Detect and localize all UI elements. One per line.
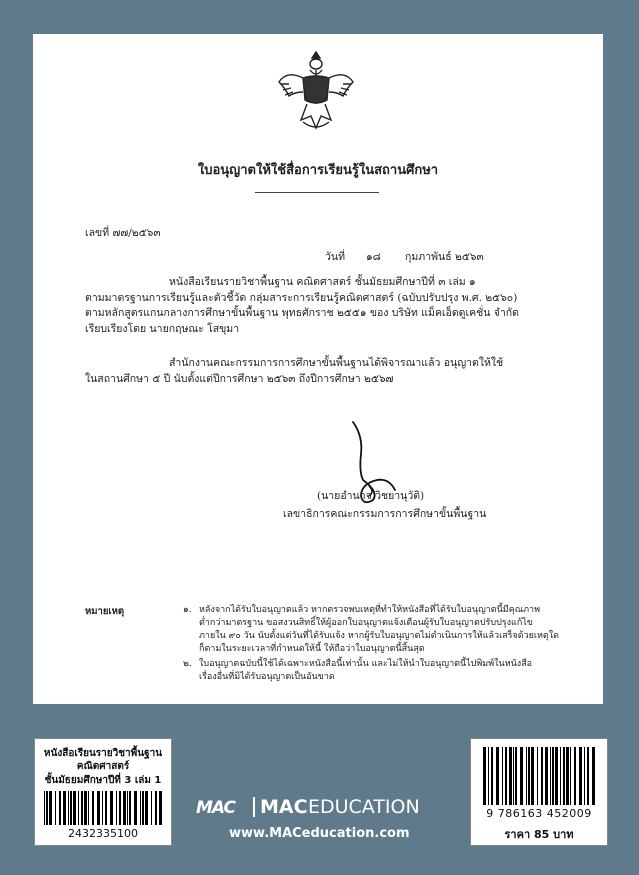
note-item [183, 658, 532, 684]
barcode-bar [526, 747, 527, 805]
barcode-bar [555, 747, 558, 805]
date-label: วันที่ [325, 251, 345, 263]
note-line: เรื่องอื่นที่มิได้รับอนุญาตเป็นอันขาด [199, 672, 335, 682]
barcode-bar [140, 791, 141, 825]
barcode-bar [119, 791, 121, 825]
note-line: ใบอนุญาตฉบับนี้ใช้ได้เฉพาะหนังสือนี้เท่านั้น และไม่ให้นำใบอนุญาตนี้ไปพิมพ์ในหนังสือ [199, 659, 533, 669]
brand-name-bold: MAC [260, 796, 308, 818]
label-course: คณิตศาสตร์ [76, 761, 130, 772]
title-divider [255, 192, 379, 193]
product-barcode [44, 791, 162, 825]
barcode-bar [566, 747, 569, 805]
paragraph-2 [85, 356, 503, 387]
barcode-bar [81, 791, 83, 825]
note-line: ก็ตามในระยะเวลาที่กำหนดให้นี้ ให้ถือว่าใบอนุญาตนี้สิ้นสุด [199, 644, 425, 654]
label-level: ชั้นมัธยมศึกษาปีที่ 3 เล่ม 1 [44, 775, 162, 786]
note-line: ต่ำกว่ามาตรฐาน ขอสงวนสิทธิ์ให้ผู้ออกใบอนุญาตแจ้งเตือนผู้รับใบอนุญาตปรับปรุงแก้ไข [199, 618, 533, 628]
product-code: 2432335100 [68, 827, 138, 840]
publisher-url[interactable]: www.MACeducation.com [229, 826, 410, 841]
price-text: ราคา 85 บาท [504, 828, 574, 841]
barcode-bar [560, 747, 561, 805]
barcode-bar [496, 747, 499, 805]
barcode-bar [123, 791, 126, 825]
barcode-bar [110, 791, 113, 825]
barcode-bar [531, 747, 534, 805]
signer-title: เลขาธิการคณะกรรมการการศึกษาขั้นพื้นฐาน [283, 508, 487, 520]
barcode-bar [159, 791, 162, 825]
barcode-bar [55, 791, 56, 825]
paragraph-1 [85, 275, 519, 337]
paragraph-1-line: หนังสือเรียนรายวิชาพื้นฐาน คณิตศาสตร์ ชั้นมัธยมศึกษาปีที่ ๓ เล่ม ๑ [169, 276, 476, 288]
isbn-barcode [483, 747, 595, 805]
barcode-bar [155, 791, 157, 825]
barcode-bar [88, 791, 89, 825]
paragraph-2-line: ในสถานศึกษา ๕ ปี นับตั้งแต่ปีการศึกษา ๒๕๖๓ ถึงปีการศึกษา ๒๕๖๗ [85, 372, 394, 385]
barcode-bar [68, 791, 69, 825]
barcode-bar [84, 791, 87, 825]
barcode-bar [102, 791, 103, 825]
brand-name-rest: EDUCATION [308, 796, 420, 818]
note-line: ภายใน ๙๐ วัน นับตั้งแต่วันที่ได้รับแจ้ง หากผู้รับใบอนุญาตไม่ดำเนินการให้แล้วเสร็จด้วยเหตุใด [199, 631, 560, 641]
barcode-bar [78, 791, 79, 825]
date-month-year: กุมภาพันธ์ ๒๕๖๓ [405, 251, 484, 263]
barcode-bar [151, 791, 152, 825]
barcode-bar [509, 747, 512, 805]
barcode-bar [92, 791, 94, 825]
barcode-bar [116, 791, 117, 825]
note-number: ๑. [183, 605, 192, 615]
barcode-bar [541, 747, 543, 805]
barcode-bar [127, 791, 128, 825]
barcode-bar [574, 747, 576, 805]
barcode-bar [515, 747, 517, 805]
note-item [183, 604, 559, 656]
barcode-bar [129, 791, 131, 825]
barcode-bar [46, 791, 48, 825]
barcode-bar [105, 791, 107, 825]
mac-logo-mark: MAC [196, 798, 236, 818]
license-number: เลขที่ ๗๗/๒๕๖๓ [85, 227, 161, 239]
barcode-bar [483, 747, 486, 805]
document-title: ใบอนุญาตให้ใช้สื่อการเรียนรู้ในสถานศึกษา [197, 163, 439, 178]
barcode-bar [513, 747, 514, 805]
paragraph-1-line: ตามหลักสูตรแกนกลางการศึกษาขั้นพื้นฐาน พุทธศักราช ๒๕๕๑ ของ บริษัท แม็คเอ็ดดูเคชั่น จำกัด [85, 307, 519, 319]
license-document [33, 34, 603, 704]
barcode-bar [552, 747, 554, 805]
garuda-emblem-icon [275, 48, 357, 132]
note-heading: หมายเหตุ [85, 606, 125, 617]
barcode-bar [563, 747, 565, 805]
date-day: ๑๘ [366, 251, 381, 263]
barcode-bar [579, 747, 582, 805]
barcode-bar [502, 747, 503, 805]
barcode-bar [63, 791, 66, 825]
isbn-number: 9 786163 452009 [486, 807, 592, 820]
signer-name: (นายอำนาจ วิชยานุวัติ) [317, 490, 425, 502]
barcode-bar [537, 747, 538, 805]
spine-label [34, 738, 172, 846]
barcode-bar [145, 791, 148, 825]
barcode-bar [134, 791, 137, 825]
barcode-bar [44, 791, 45, 825]
barcode-bar [142, 791, 144, 825]
barcode-bar [505, 747, 507, 805]
note-line: หลังจากได้รับใบอนุญาตแล้ว หากตรวจพบเหตุที่ทำให้หนังสือที่ได้รับใบอนุญาตนี้มีคุณภาพ [199, 605, 541, 615]
note-number: ๒. [183, 659, 192, 669]
barcode-bar [584, 747, 585, 805]
barcode-bar [70, 791, 72, 825]
isbn-label [470, 738, 608, 846]
barcode-bar [73, 791, 76, 825]
barcode-bar [59, 791, 61, 825]
logo-divider [253, 797, 255, 817]
barcode-bar [545, 747, 548, 805]
barcode-bar [587, 747, 589, 805]
barcode-bar [49, 791, 52, 825]
barcode-bar [550, 747, 551, 805]
barcode-bar [488, 747, 489, 805]
paragraph-2-line: สำนักงานคณะกรรมการการศึกษาขั้นพื้นฐานได้พิจารณาแล้ว อนุญาตให้ใช้ [169, 357, 504, 369]
barcode-bar [491, 747, 493, 805]
paragraph-1-line: ตามมาตรฐานการเรียนรู้และตัวชี้วัด กลุ่มสาระการเรียนรู้คณิตศาสตร์ (ฉบับปรับปรุง พ.ศ. ๒๕๖๐) [85, 291, 518, 304]
label-subject: หนังสือเรียนรายวิชาพื้นฐาน [43, 748, 163, 759]
barcode-bar [528, 747, 530, 805]
barcode-bar [97, 791, 100, 825]
barcode-bar [520, 747, 523, 805]
paragraph-1-line: เรียบเรียงโดย นายกฤษณะ โสขุมา [85, 322, 240, 335]
barcode-bar [592, 747, 595, 805]
barcode-bar [570, 747, 571, 805]
